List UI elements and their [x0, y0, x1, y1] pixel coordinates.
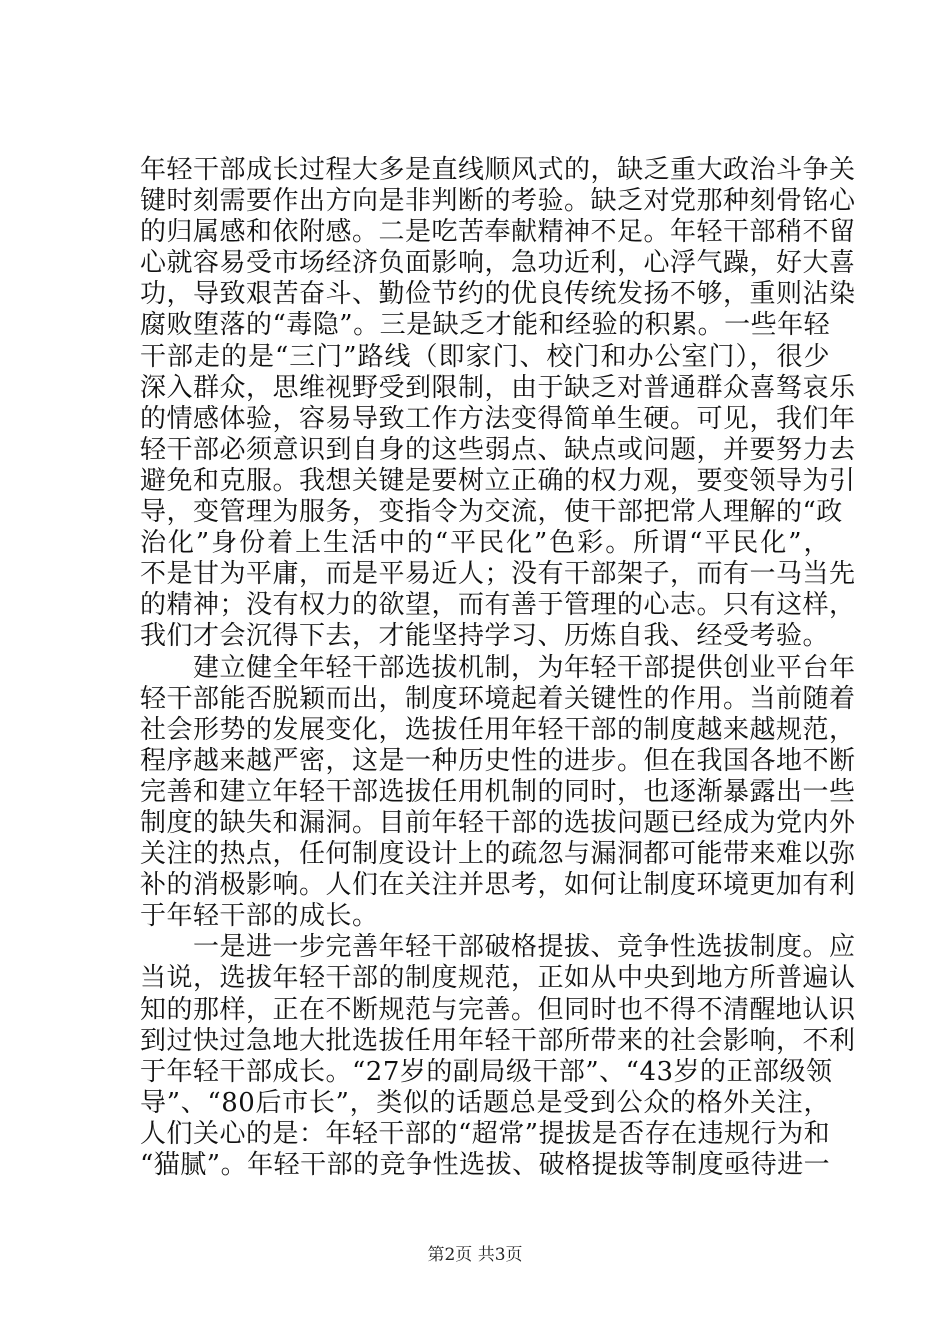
- text-line: 轻干部必须意识到自身的这些弱点、缺点或问题，并要努力去: [140, 434, 856, 465]
- text-line: 的精神；没有权力的欲望，而有善于管理的心志。只有这样，: [140, 590, 856, 621]
- text-line: 建立健全年轻干部选拔机制，为年轻干部提供创业平台年: [140, 652, 856, 683]
- text-line: 制度的缺失和漏洞。目前年轻干部的选拔问题已经成为党内外: [140, 807, 856, 838]
- text-line: 的情感体验，容易导致工作方法变得简单生硬。可见，我们年: [140, 403, 856, 434]
- text-line: 社会形势的发展变化，选拔任用年轻干部的制度越来越规范，: [140, 714, 856, 745]
- text-line: 避免和克服。我想关键是要树立正确的权力观，要变领导为引: [140, 465, 856, 496]
- text-line: 知的那样，正在不断规范与完善。但同时也不得不清醒地认识: [140, 994, 856, 1025]
- text-line: “猫腻”。年轻干部的竞争性选拔、破格提拔等制度亟待进一: [140, 1150, 831, 1180]
- text-line: 关注的热点，任何制度设计上的疏忽与漏洞都可能带来难以弥: [140, 839, 856, 870]
- text-line: 导，变管理为服务，变指令为交流，使干部把常人理解的“政: [140, 497, 843, 528]
- paragraph-3: [140, 932, 856, 1181]
- text-line: 程序越来越严密，这是一种历史性的进步。但在我国各地不断: [140, 745, 856, 776]
- text-line: 的归属感和依附感。二是吃苦奉献精神不足。年轻干部稍不留: [140, 217, 856, 248]
- text-line: 我们才会沉得下去，才能坚持学习、历炼自我、经受考验。: [140, 621, 830, 652]
- text-line: 到过快过急地大批选拔任用年轻干部所带来的社会影响，不利: [140, 1025, 856, 1056]
- text-line: 轻干部能否脱颖而出，制度环境起着关键性的作用。当前随着: [140, 683, 856, 714]
- text-line: 完善和建立年轻干部选拔任用机制的同时，也逐渐暴露出一些: [140, 776, 856, 807]
- page-footer: 第2页 共3页: [427, 1245, 523, 1265]
- paragraph-1: [140, 155, 856, 653]
- paragraph-2: [140, 652, 856, 933]
- text-line: 一是进一步完善年轻干部破格提拔、竞争性选拔制度。应: [140, 932, 856, 963]
- text-line: 当说，选拔年轻干部的制度规范，正如从中央到地方所普遍认: [140, 963, 856, 994]
- document-body: [140, 155, 856, 1181]
- text-line: 不是甘为平庸，而是平易近人；没有干部架子，而有一马当先: [140, 559, 856, 590]
- text-line: 心就容易受市场经济负面影响，急功近利，心浮气躁，好大喜: [140, 248, 856, 279]
- text-line: 于年轻干部的成长。: [140, 901, 379, 932]
- text-line: 于年轻干部成长。“27岁的副局级干部”、“43岁的正部级领: [140, 1056, 833, 1087]
- text-line: 年轻干部成长过程大多是直线顺风式的，缺乏重大政治斗争关: [140, 155, 856, 185]
- text-line: 功，导致艰苦奋斗、勤俭节约的优良传统发扬不够，重则沾染: [140, 279, 856, 310]
- text-line: 治化”身份着上生活中的“平民化”色彩。所谓“平民化”，: [140, 528, 830, 559]
- text-line: 键时刻需要作出方向是非判断的考验。缺乏对党那种刻骨铭心: [140, 186, 856, 217]
- text-line: 人们关心的是：年轻干部的“超常”提拔是否存在违规行为和: [140, 1118, 831, 1149]
- text-line: 干部走的是“三门”路线（即家门、校门和办公室门），很少: [140, 341, 830, 372]
- text-line: 补的消极影响。人们在关注并思考，如何让制度环境更加有利: [140, 870, 856, 901]
- text-line: 导”、“80后市长”，类似的话题总是受到公众的格外关注，: [140, 1087, 830, 1118]
- text-line: 腐败堕落的“毒隐”。三是缺乏才能和经验的积累。一些年轻: [140, 310, 831, 341]
- text-line: 深入群众，思维视野受到限制，由于缺乏对普通群众喜驽哀乐: [140, 372, 856, 403]
